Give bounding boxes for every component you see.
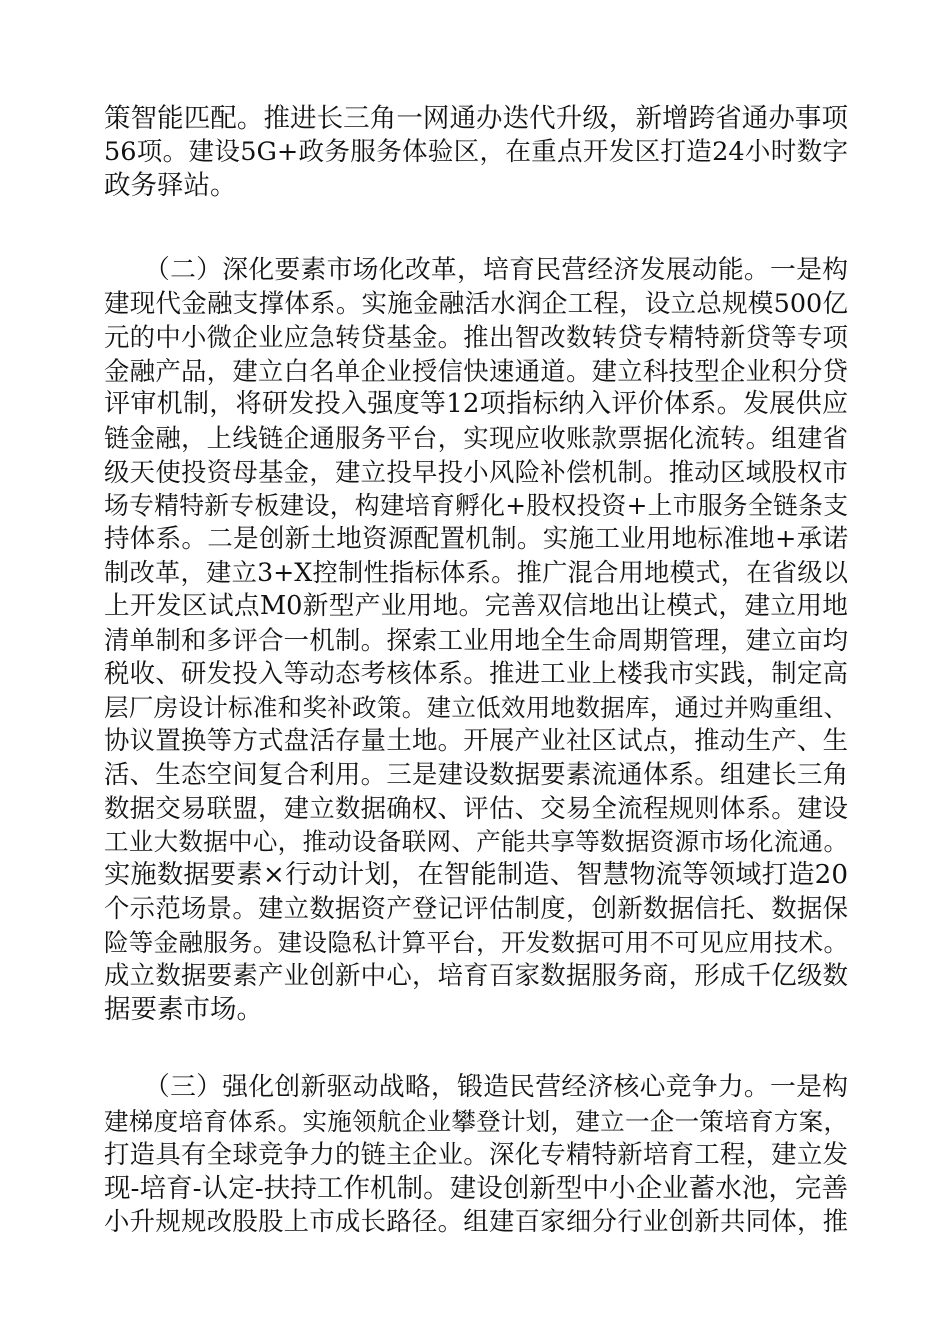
text-line: 政务驿站。 (104, 170, 237, 202)
text-line: 级天使投资母基金，建立投早投小风险补偿机制。推动区域股权市 (104, 456, 848, 487)
text-line: 链金融，上线链企通服务平台，实现应收账款票据化流转。组建省 (104, 422, 848, 453)
text-line: 金融产品，建立白名单企业授信快速通道。建立科技型企业积分贷 (104, 355, 848, 386)
text-line: 上开发区试点M0新型产业用地。完善双信地出让模式，建立用地 (104, 590, 848, 621)
text-line: 建现代金融支撑体系。实施金融活水润企工程，设立总规模500亿 (104, 288, 848, 319)
text-line: 个示范场景。建立数据资产登记评估制度，创新数据信托、数据保 (104, 893, 848, 924)
text-line: 成立数据要素产业创新中心，培育百家数据服务商，形成千亿级数 (104, 960, 848, 991)
text-line: 元的中小微企业应急转贷基金。推出智改数转贷专精特新贷等专项 (104, 322, 848, 353)
text-line: 现-培育-认定-扶持工作机制。建设创新型中小企业蓄水池，完善 (104, 1172, 848, 1204)
text-line: 数据交易联盟，建立数据确权、评估、交易全流程规则体系。建设 (104, 792, 848, 823)
text-line: 场专精特新专板建设，构建培育孵化+股权投资+上市服务全链条支 (104, 491, 848, 521)
text-line: 56项。建设5G+政务服务体验区，在重点开发区打造24小时数字 (104, 136, 848, 167)
text-line: 活、生态空间复合利用。三是建设数据要素流通体系。组建长三角 (104, 758, 848, 789)
text-line: （三）强化创新驱动战略，锻造民营经济核心竞争力。一是构 (144, 1072, 848, 1102)
text-line: 建梯度培育体系。实施领航企业攀登计划，建立一企一策培育方案， (104, 1106, 848, 1136)
text-line: 持体系。二是创新土地资源配置机制。实施工业用地标准地+承诺 (104, 523, 848, 554)
text-line: 打造具有全球竞争力的链主企业。深化专精特新培育工程，建立发 (104, 1139, 848, 1170)
paragraph-2 (104, 254, 848, 1027)
text-line: 清单制和多评合一机制。探索工业用地全生命周期管理，建立亩均 (104, 624, 848, 655)
text-line: 工业大数据中心，推动设备联网、产能共享等数据资源市场化流通。 (104, 827, 848, 857)
text-line: 制改革，建立3+X控制性指标体系。推广混合用地模式，在省级以 (104, 558, 848, 588)
text-line: 协议置换等方式盘活存量土地。开展产业社区试点，推动生产、生 (104, 725, 848, 756)
text-line: 税收、研发投入等动态考核体系。推进工业上楼我市实践，制定高 (104, 658, 848, 689)
text-line: 险等金融服务。建设隐私计算平台，开发数据可用不可见应用技术。 (104, 927, 848, 957)
paragraph-1 (104, 102, 848, 203)
text-line: 小升规规改股股上市成长路径。组建百家细分行业创新共同体，推 (104, 1206, 848, 1237)
text-line: 层厂房设计标准和奖补政策。建立低效用地数据库，通过并购重组、 (104, 692, 848, 722)
text-line: 据要素市场。 (104, 994, 263, 1026)
text-line: 评审机制，将研发投入强度等12项指标纳入评价体系。发展供应 (104, 389, 848, 420)
text-line: （二）深化要素市场化改革，培育民营经济发展动能。一是构 (144, 255, 848, 285)
text-line: 策智能匹配。推进长三角一网通办迭代升级，新增跨省通办事项 (104, 103, 848, 134)
text-line: 实施数据要素×行动计划，在智能制造、智慧物流等领域打造20 (104, 859, 848, 890)
paragraph-3 (104, 1071, 848, 1239)
